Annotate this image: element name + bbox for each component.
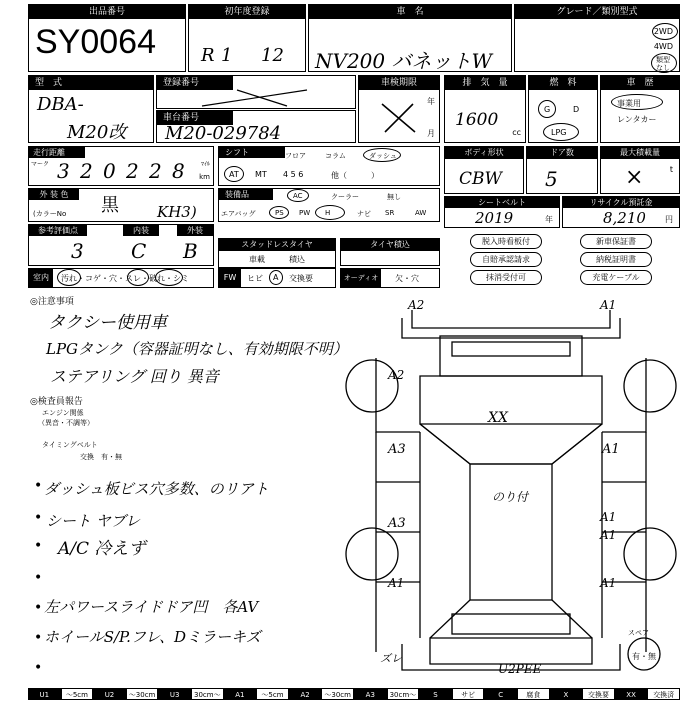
equipment-ps: PS: [275, 209, 284, 217]
equipment-ac-circle: [287, 189, 309, 202]
equipment-cooler: クーラー: [331, 193, 359, 201]
shift-other: 他（ ）: [331, 171, 379, 180]
damage-mark: A1: [600, 576, 617, 590]
legend-desc: 交換済: [647, 688, 680, 700]
reg-no-cross: [197, 86, 317, 108]
fuel-lpg: LPG: [551, 128, 567, 137]
legend: [28, 688, 680, 700]
mileage-unit-top: ﾏｲﾙ: [200, 161, 210, 168]
interior-cond-items: 汚れ・コゲ・穴・スレ・破れ・シミ: [61, 274, 189, 283]
grade-katanashi-2: なし: [656, 64, 670, 72]
model-value-1: DBA-: [37, 94, 84, 115]
doc-2: 新車保証書: [580, 234, 652, 249]
first-reg-month: 12: [261, 45, 284, 66]
interior-cond-box: [28, 268, 214, 288]
legend-code: U1: [28, 688, 61, 700]
inspector-label: ◎検査員報告: [30, 397, 83, 407]
lot-number: SY0064: [35, 23, 156, 61]
doc-3: 自賠承認請求: [470, 252, 542, 267]
legend-code: X: [550, 688, 583, 700]
inspection-box: [358, 75, 440, 143]
body-type-box: [444, 146, 524, 194]
grade-label: グレード／類別型式: [515, 5, 679, 19]
equipment-aw: AW: [415, 209, 427, 217]
interior-cond-label: 室内: [29, 269, 53, 287]
damage-mark: ズレ: [380, 652, 402, 665]
interior-cond-circle-3: [155, 269, 183, 286]
inspection-label: 車検期限: [359, 76, 439, 90]
usage-opt2: レンタカー: [617, 115, 657, 124]
capacity-value: ×: [625, 165, 644, 190]
equipment-sr: SR: [385, 209, 395, 217]
inspector-engine-label: エンジン関係: [42, 409, 84, 417]
usage-label: 車 歴: [601, 76, 679, 90]
doc-6: 充電ケーブル: [580, 270, 652, 285]
legend-code: A2: [289, 688, 322, 700]
legend-desc: ～30cm: [321, 688, 354, 700]
damage-mark: A1: [388, 576, 405, 590]
scores-box: [28, 224, 214, 266]
fw-row-a-circle: [269, 270, 283, 285]
legend-code: U2: [93, 688, 126, 700]
usage-opt1: 事業用: [617, 99, 641, 108]
mileage-digit: 2: [126, 159, 139, 183]
grade-box: [514, 4, 680, 72]
legend-code: A3: [354, 688, 387, 700]
doors-label: ドア数: [527, 147, 597, 159]
audio-row-opt: 欠・穴: [395, 274, 419, 283]
inspector-bullet-5: •: [34, 600, 43, 616]
body-type-value: CBW: [459, 169, 502, 189]
scores-exterior: B: [183, 239, 198, 263]
shift-floor: フロア: [285, 152, 306, 160]
seatbelt-label: シートベルト: [445, 197, 559, 208]
model-box: [28, 75, 154, 143]
color-code: KH3): [157, 203, 197, 221]
damage-mark: A2: [388, 368, 405, 382]
inspector-line-5: ホイールS/P.フレ、Dミラーキズ: [44, 628, 261, 646]
fuel-g-circle: [538, 100, 556, 118]
shift-dash: ダッシュ: [369, 152, 397, 160]
first-reg-year: 1: [221, 45, 233, 66]
fw-row-hibi: ヒビ: [247, 274, 263, 283]
legend-desc: 交換要: [582, 688, 615, 700]
grade-2wd-circle: [652, 23, 678, 40]
recycle-box: [562, 196, 680, 228]
damage-mark: A3: [388, 516, 406, 531]
inspector-engine-sub: （異音・不調等）: [38, 419, 94, 427]
audio-row-box: [340, 268, 440, 288]
first-reg-era: R: [201, 45, 215, 66]
shift-label: シフト: [219, 147, 285, 158]
color-value: 黒: [101, 195, 119, 216]
damage-mark: A3: [388, 442, 406, 457]
color-label: 外 装 色: [29, 189, 79, 200]
shift-at: AT: [229, 170, 239, 179]
model-label: 型 式: [29, 76, 153, 90]
scores-label: 参考評価点: [29, 225, 87, 236]
seatbelt-year: 2019: [475, 209, 514, 227]
inspector-line-3: A/C 冷えず: [58, 539, 146, 559]
fw-row-exchange: 交換要: [289, 274, 313, 283]
doc-1: 脱入時看板付: [470, 234, 542, 249]
shift-gears: 4 5 6: [283, 170, 304, 179]
mileage-digit: 3: [57, 159, 70, 183]
fuel-label: 燃 料: [529, 76, 597, 90]
fuel-lpg-circle: [543, 123, 579, 141]
usage-box: [600, 75, 680, 143]
fuel-box: [528, 75, 598, 143]
model-value-2: M20改: [67, 122, 127, 143]
fuel-d: D: [573, 105, 580, 114]
legend-desc: サビ: [452, 688, 485, 700]
legend-code: U3: [158, 688, 191, 700]
inspector-timing-opts: 交換 有・無: [80, 453, 122, 461]
shift-dash-circle: [363, 148, 401, 162]
capacity-box: [600, 146, 680, 194]
inspection-year-unit: 年: [427, 97, 435, 106]
damage-mark: A2: [408, 298, 425, 312]
equipment-ac: AC: [293, 192, 303, 200]
seatbelt-year-unit: 年: [545, 215, 553, 224]
first-reg-label: 初年度登録: [189, 5, 305, 19]
capacity-unit: t: [669, 165, 673, 174]
equipment-none: 無し: [387, 193, 401, 201]
legend-desc: 30cm～: [191, 688, 224, 700]
notes-line-3: ステアリング 回り 異音: [50, 367, 219, 386]
damage-mark: A1: [602, 442, 620, 457]
mileage-digit: 2: [80, 159, 93, 183]
equipment-pw-label: エアバッグ: [221, 210, 256, 218]
inspector-timing-label: タイミングベルト: [42, 441, 98, 449]
notes-line-1: タクシー使用車: [48, 313, 167, 333]
doors-value: 5: [545, 167, 558, 191]
fw-row-a: A: [273, 273, 279, 282]
inspector-bullet-6: •: [34, 630, 43, 646]
car-name-box: [308, 4, 512, 72]
scores-exterior-label: 外装: [177, 225, 213, 236]
legend-desc: ～5cm: [61, 688, 94, 700]
equipment-nav: ナビ: [357, 210, 371, 218]
shift-column: コラム: [325, 152, 346, 160]
displacement-unit: cc: [512, 128, 521, 137]
damage-mark: のり付: [492, 490, 529, 504]
damage-mark: A1: [600, 298, 617, 312]
inspector-bullet-7: •: [34, 660, 43, 676]
mileage-label: 走行距離: [29, 147, 85, 158]
studless-label: スタッドレスタイヤ: [219, 239, 335, 251]
damage-mark: A1: [600, 510, 617, 524]
lot-box: [28, 4, 186, 72]
capacity-label: 最大積載量: [601, 147, 679, 159]
inspection-cross: [379, 100, 419, 136]
chassis-value: M20-029784: [165, 123, 282, 144]
reg-no-label: 登録番号: [157, 76, 233, 90]
fw-row-label: FW: [219, 269, 241, 287]
tire-load-label: タイヤ積込: [341, 239, 439, 251]
recycle-unit: 円: [665, 215, 673, 224]
equipment-h-circle: [315, 205, 345, 220]
usage-opt1-circle: [611, 94, 663, 110]
legend-code: S: [419, 688, 452, 700]
mileage-unit-bottom: km: [199, 173, 210, 181]
displacement-label: 排 気 量: [445, 76, 525, 90]
legend-desc: 腐食: [517, 688, 550, 700]
inspector-bullet-2: •: [34, 510, 43, 526]
equipment-pw: PW: [299, 209, 311, 217]
legend-code: XX: [615, 688, 648, 700]
inspector-line-4: 左パワースライドドア凹 各AV: [44, 598, 259, 616]
spare-label: スペア: [628, 629, 649, 637]
interior-cond-circle-1: [57, 269, 81, 286]
inspector-line-2: シート ヤブレ: [46, 512, 141, 530]
equipment-ps-circle: [269, 206, 289, 219]
fw-row-opt2: 積込: [289, 255, 305, 264]
fuel-g: G: [544, 105, 551, 114]
tire-load-box: [340, 238, 440, 266]
damage-mark: U2PEE: [498, 662, 542, 676]
reg-no-box: [156, 75, 356, 109]
shift-mt: MT: [255, 170, 267, 179]
interior-cond-circle-2: [127, 269, 149, 286]
grade-4wd: 4WD: [653, 42, 673, 51]
displacement-value: 1600: [455, 110, 499, 130]
grade-katanashi-circle: [651, 53, 677, 73]
chassis-box: [156, 110, 356, 143]
grade-katanashi-1: 類型: [656, 56, 670, 64]
scores-interior: C: [131, 239, 147, 263]
fw-row-box: [218, 268, 336, 288]
car-name-value: NV200 バネットW: [315, 49, 493, 73]
shift-at-circle: [224, 166, 244, 182]
inspector-bullet-3: •: [34, 538, 43, 554]
damage-mark: A1: [600, 528, 617, 542]
damage-mark: XX: [488, 410, 508, 426]
recycle-value: 8,210: [603, 209, 646, 227]
first-reg-box: [188, 4, 306, 72]
mileage-digit: 2: [149, 159, 162, 183]
car-name-label: 車 名: [309, 5, 511, 19]
audio-row-label: オーディオ: [341, 269, 381, 287]
inspector-line-1: ダッシュ板ビス穴多数、のリアト: [44, 480, 269, 498]
equipment-h: H: [325, 209, 331, 217]
doc-4: 納税証明書: [580, 252, 652, 267]
tire-opts-box: [218, 252, 336, 268]
color-box: [28, 188, 214, 222]
color-code-label: (カラーNo: [33, 210, 67, 218]
doors-box: [526, 146, 598, 194]
mileage-digit: 8: [172, 159, 185, 183]
notes-line-2: LPGタンク（容器証明なし、有効期限不明）: [46, 340, 348, 358]
inspector-bullet-1: •: [34, 478, 43, 494]
chassis-label: 車台番号: [157, 111, 233, 125]
mileage-box: [28, 146, 214, 186]
legend-desc: ～30cm: [126, 688, 159, 700]
inspection-month-unit: 月: [427, 129, 435, 138]
equipment-box: [218, 188, 440, 222]
seatbelt-box: [444, 196, 560, 228]
fw-row-opt1: 車載: [249, 255, 265, 264]
shift-box: [218, 146, 440, 186]
spare-mark: 有・無: [632, 652, 656, 661]
displacement-box: [444, 75, 526, 143]
equipment-label: 装備品: [219, 189, 273, 200]
mileage-mark-label: マーク: [31, 161, 50, 168]
scores-total: 3: [71, 239, 84, 263]
body-type-label: ボディ形状: [445, 147, 523, 159]
legend-code: C: [484, 688, 517, 700]
legend-desc: 30cm～: [387, 688, 420, 700]
scores-interior-label: 内装: [123, 225, 159, 236]
legend-code: A1: [224, 688, 257, 700]
legend-desc: ～5cm: [256, 688, 289, 700]
notes-label: ◎注意事項: [30, 297, 74, 307]
inspector-bullet-4: •: [34, 570, 43, 586]
recycle-label: リサイクル預託金: [563, 197, 679, 208]
grade-2wd: 2WD: [653, 27, 673, 36]
mileage-digit: 0: [103, 159, 116, 183]
lot-label: 出品番号: [29, 5, 185, 19]
doc-5: 抹消受付可: [470, 270, 542, 285]
